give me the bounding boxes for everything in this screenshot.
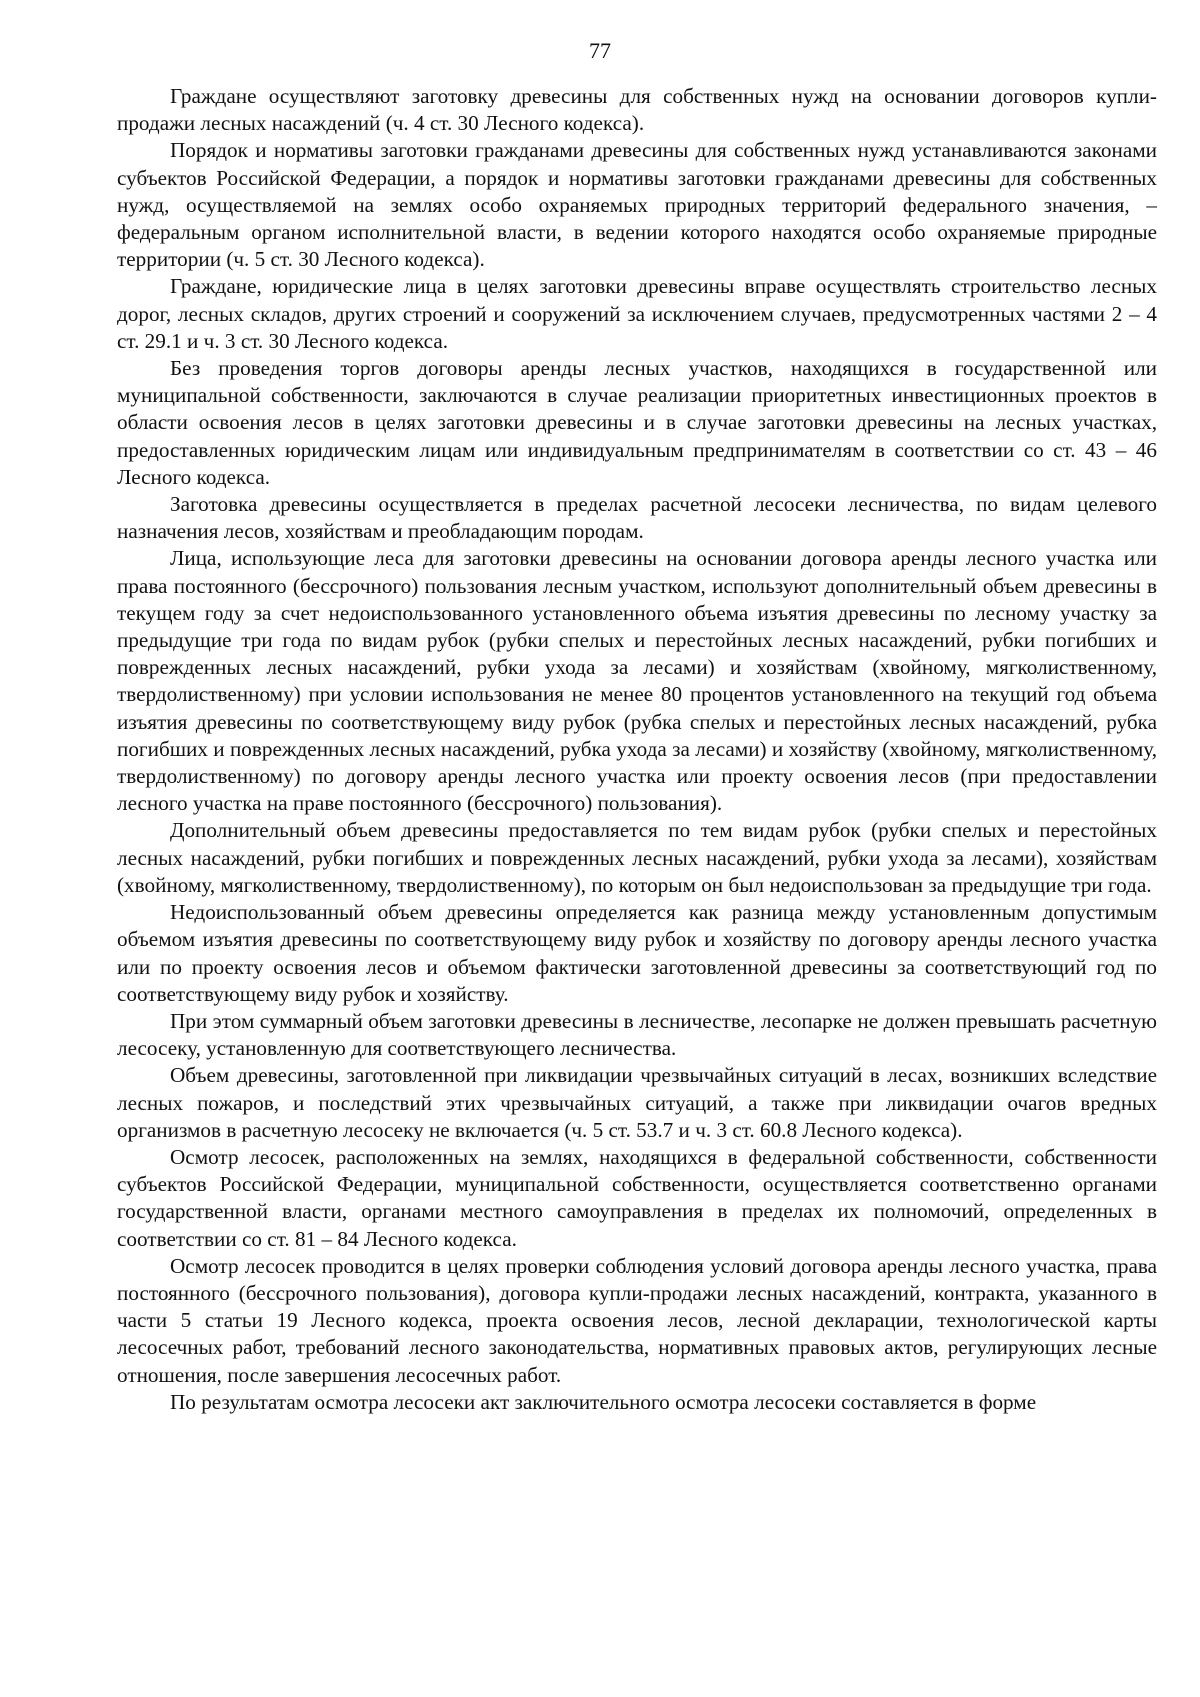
paragraph: Недоиспользованный объем древесины определяется как разница между установленным допустимым объемом изъятия древесины по соответствующему виду рубок и хозяйству по договору аренды лесного участка или по проекту освоения лесов и объемом фактически заготовленной древесины за соответствующий год по соответствующему виду рубок и хозяйству. bbox=[117, 900, 1157, 1006]
document-body bbox=[117, 83, 1157, 1416]
paragraph: Лица, использующие леса для заготовки древесины на основании договора аренды лесного участка или права постоянного (бессрочного) пользования лесным участком, используют дополнительный объем древесины в текущем году за счет недоиспользованного установленного объема изъятия древесины по лесному участку за предыдущие три года по видам рубок (рубки спелых и перестойных лесных насаждений, рубки погибших и поврежденных лесных насаждений, рубки ухода за лесами) и хозяйствам (хвойному, мягколиственному, твердолиственному) при условии использования не менее 80 процентов установленного на текущий год объема изъятия древесины по соответствующему виду рубок (рубка спелых и перестойных лесных насаждений, рубка погибших и поврежденных лесных насаждений, рубка ухода за лесами) и хозяйству (хвойному, мягколиственному, твердолиственному) по договору аренды лесного участка или проекту освоения лесов (при предоставлении лесного участка на праве постоянного (бессрочного) пользования). bbox=[117, 546, 1157, 816]
paragraph: Без проведения торгов договоры аренды лесных участков, находящихся в государственной или муниципальной собственности, заключаются в случае реализации приоритетных инвестиционных проектов в области освоения лесов в целях заготовки древесины и в случае заготовки древесины на лесных участках, предоставленных юридическим лицам или индивидуальным предпринимателям в соответствии со ст. 43 – 46 Лесного кодекса. bbox=[117, 356, 1157, 489]
paragraph: Граждане, юридические лица в целях заготовки древесины вправе осуществлять строительство лесных дорог, лесных складов, других строений и сооружений за исключением случаев, предусмотренных частями 2 – 4 ст. 29.1 и ч. 3 ст. 30 Лесного кодекса. bbox=[117, 274, 1157, 353]
paragraph: Заготовка древесины осуществляется в пределах расчетной лесосеки лесничества, по видам целевого назначения лесов, хозяйствам и преобладающим породам. bbox=[117, 492, 1157, 544]
paragraph: Дополнительный объем древесины предоставляется по тем видам рубок (рубки спелых и перестойных лесных насаждений, рубки погибших и поврежденных лесных насаждений, рубки ухода за лесами), хозяйствам (хвойному, мягколиственному, твердолиственному), по которым он был недоиспользован за предыдущие три года. bbox=[117, 818, 1157, 897]
paragraph: Граждане осуществляют заготовку древесины для собственных нужд на основании договоров купли-продажи лесных насаждений (ч. 4 ст. 30 Лесного кодекса). bbox=[117, 84, 1157, 136]
paragraph: По результатам осмотра лесосеки акт заключительного осмотра лесосеки составляется в форме bbox=[170, 1389, 1037, 1414]
paragraph: При этом суммарный объем заготовки древесины в лесничестве, лесопарке не должен превышать расчетную лесосеку, установленную для соответствующего лесничества. bbox=[117, 1008, 1157, 1061]
paragraph: Осмотр лесосек, расположенных на землях, находящихся в федеральной собственности, собственности субъектов Российской Федерации, муниципальной собственности, осуществляется соответственно органами государственной власти, органами местного самоуправления в пределах их полномочий, определенных в соответствии со ст. 81 – 84 Лесного кодекса. bbox=[117, 1144, 1157, 1251]
paragraph: Порядок и нормативы заготовки гражданами древесины для собственных нужд устанавливаются законами субъектов Российской Федерации, а порядок и нормативы заготовки гражданами древесины для собственных нужд, осуществляемой на землях особо охраняемых природных территорий федерального значения, – федеральным органом исполнительной власти, в ведении которого находятся особо охраняемые природные территории (ч. 5 ст. 30 Лесного кодекса). bbox=[117, 138, 1157, 272]
paragraph: Осмотр лесосек проводится в целях проверки соблюдения условий договора аренды лесного участка, права постоянного (бессрочного пользования), договора купли-продажи лесных насаждений, контракта, указанного в части 5 статьи 19 Лесного кодекса, проекта освоения лесов, лесной декларации, технологической карты лесосечных работ, требований лесного законодательства, нормативных правовых актов, регулирующих лесные отношения, после завершения лесосечных работ. bbox=[117, 1253, 1157, 1387]
page-number: 77 bbox=[589, 38, 611, 63]
paragraph: Объем древесины, заготовленной при ликвидации чрезвычайных ситуаций в лесах, возникших вследствие лесных пожаров, и последствий этих чрезвычайных ситуаций, а также при ликвидации очагов вредных организмов в расчетную лесосеку не включается (ч. 5 ст. 53.7 и ч. 3 ст. 60.8 Лесного кодекса). bbox=[117, 1063, 1157, 1142]
